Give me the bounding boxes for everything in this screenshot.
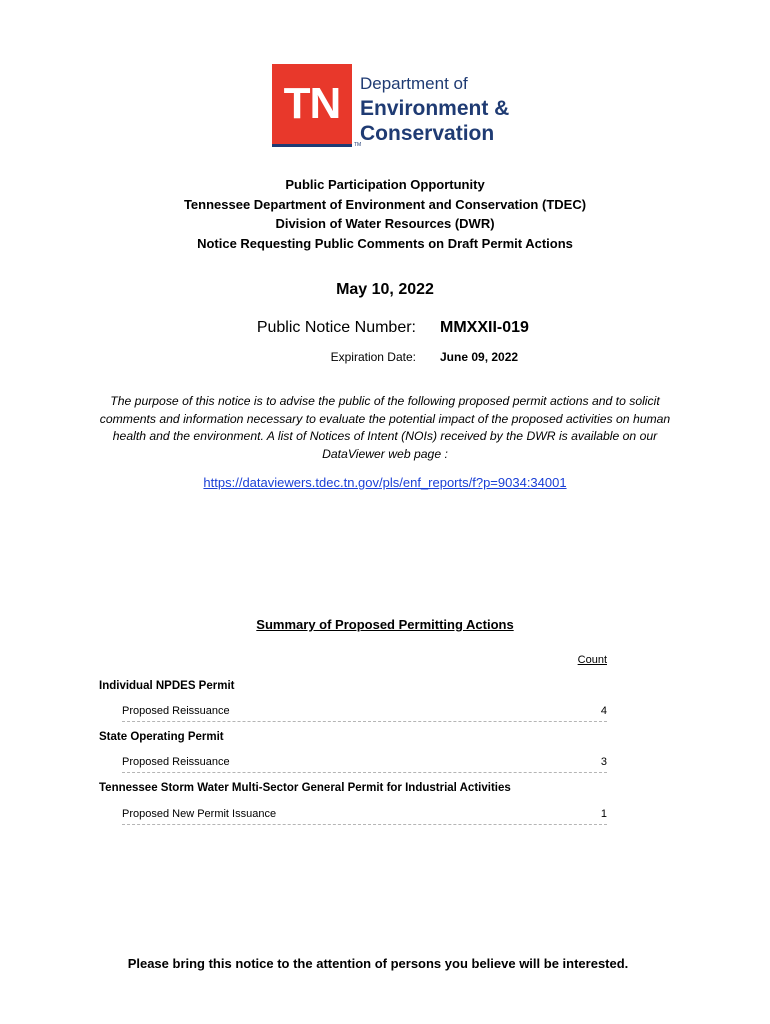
logo-underline: [272, 144, 352, 147]
logo-text-line3: Conservation: [360, 122, 495, 145]
expiration-date-value: June 09, 2022: [440, 350, 519, 364]
table-row: [122, 756, 607, 773]
header-line-3: Division of Water Resources (DWR): [275, 216, 495, 231]
count-column-header: Count: [577, 654, 607, 666]
header-line-1: Public Participation Opportunity: [285, 177, 485, 192]
public-notice-number-label: Public Notice Number:: [256, 319, 416, 336]
action-label: Proposed Reissuance: [122, 756, 230, 768]
notice-header: [0, 175, 770, 253]
action-count: 1: [600, 808, 607, 820]
action-label: Proposed New Permit Issuance: [122, 808, 277, 820]
purpose-paragraph: The purpose of this notice is to advise the public of the following proposed permit actions and to solicit comments and information necessary to evaluate the potential impact of the proposed activities on human health and the environment. A list of Notices of Intent (NOIs) received by the DWR is available on our DataViewer web page :: [99, 394, 671, 461]
header-line-4: Notice Requesting Public Comments on Draft Permit Actions: [197, 235, 573, 251]
logo-mark-text: TN: [283, 79, 341, 128]
action-label: Proposed Reissuance: [122, 705, 230, 717]
action-count: 4: [600, 705, 607, 717]
header-line-2: Tennessee Department of Environment and Conservation (TDEC): [183, 196, 587, 212]
logo-text-line1: Department of: [360, 74, 468, 93]
tn-logo-mark: [272, 64, 352, 144]
category-storm-water-msgp: Tennessee Storm Water Multi-Sector General Permit for Industrial Activities: [99, 782, 511, 794]
dataviewer-link[interactable]: https://dataviewers.tdec.tn.gov/pls/enf_reports/f?p=9034:34001: [203, 475, 567, 490]
table-row: [122, 705, 607, 722]
footer-note: Please bring this notice to the attention of persons you believe will be interested.: [127, 956, 629, 971]
expiration-date-label: Expiration Date:: [330, 350, 416, 364]
notice-date: May 10, 2022: [336, 281, 434, 298]
public-notice-number-value: MMXXII-019: [440, 319, 529, 336]
logo-trademark: TM: [354, 142, 362, 148]
table-row: [122, 808, 607, 825]
category-state-operating-permit: State Operating Permit: [99, 731, 224, 743]
tdec-logo: [272, 64, 534, 146]
action-count: 3: [600, 756, 607, 768]
logo-text-line2: Environment &: [360, 97, 510, 120]
category-individual-npdes-permit: Individual NPDES Permit: [99, 680, 235, 692]
summary-title: Summary of Proposed Permitting Actions: [256, 617, 514, 632]
